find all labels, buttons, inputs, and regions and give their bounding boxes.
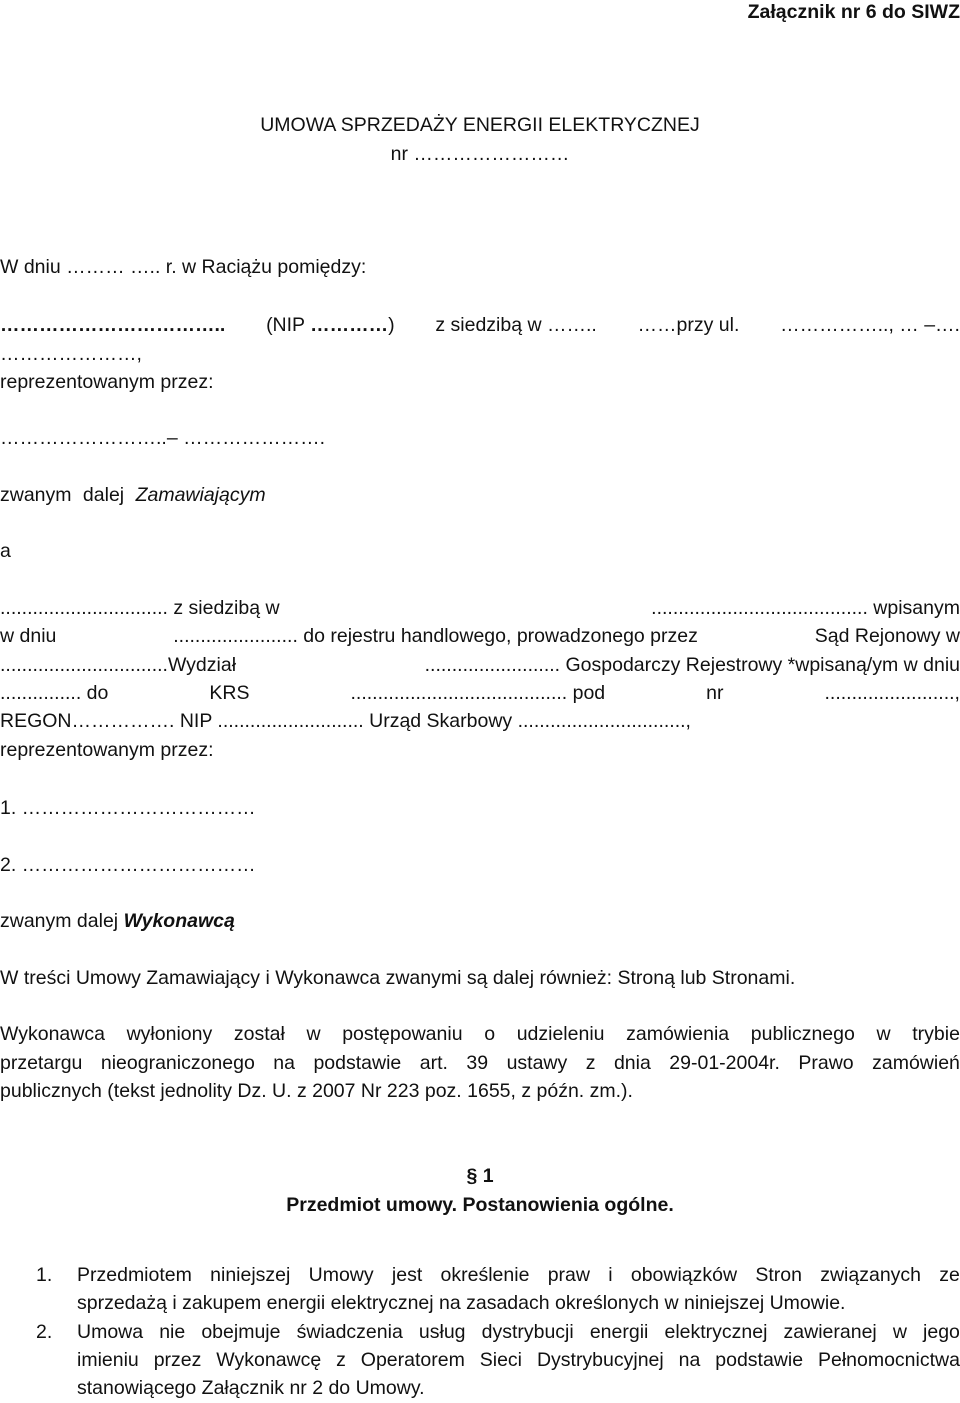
contractor-called: zwanym dalej Wykonawcą	[0, 910, 235, 932]
contractor-represented: reprezentowanym przez:	[0, 739, 214, 761]
party1-representatives: ……………………..– ………………….	[0, 427, 326, 449]
item-2-line3: stanowiącego Załącznik nr 2 do Umowy.	[77, 1377, 425, 1399]
item-1-line2: sprzedażą i zakupem energii elektrycznej na zasadach określonych w niniejszej Umowie.	[77, 1292, 846, 1314]
party1-line2: …………………,	[0, 343, 142, 365]
contractor-line2: w dniu ....................... do rejestru handlowego, prowadzonego przez Sąd Rejonowy w	[0, 625, 960, 647]
party1-name: ……………………………..	[0, 314, 226, 336]
contract-number: nr ……………………	[390, 143, 570, 165]
contractor-line1: ............................... z siedzibą w ........................................ wpisanym	[0, 597, 960, 619]
procurement-line3: publicznych (tekst jednolity Dz. U. z 2007 Nr 223 poz. 1655, z późn. zm.).	[0, 1080, 633, 1102]
contractor-role: Wykonawcą	[123, 910, 235, 932]
party1-street: ……przy ul.	[637, 314, 740, 336]
item-1-line1: Przedmiotem niniejszej Umowy jest określenie praw i obowiązków Stron związanych ze	[77, 1264, 960, 1286]
party1-tail: …………….., … –….	[780, 314, 960, 336]
procurement-line2: przetargu nieograniczonego na podstawie art. 39 ustawy z dnia 29-01-2004r. Prawo zamówień	[0, 1052, 960, 1074]
procurement-line1: Wykonawca wyłoniony został w postępowaniu o udzieleniu zamówienia publicznego w trybie	[0, 1023, 960, 1045]
item-number: 2.	[36, 1321, 53, 1343]
contractor-line5: REGON……………. NIP ........................... Urząd Skarbowy ...............................,	[0, 710, 691, 732]
contractor-line3: ...............................Wydział ......................... Gospodarczy Rejestrowy *wpisaną/ym w dniu	[0, 654, 960, 676]
attachment-label: Załącznik nr 6 do SIWZ	[747, 1, 960, 23]
contractor-rep-1: 1. ………………………………	[0, 797, 256, 819]
party1-represented: reprezentowanym przez:	[0, 371, 214, 393]
conjunction: a	[0, 540, 11, 562]
item-number: 1.	[36, 1264, 53, 1286]
party1-nip: (NIP …………)	[266, 314, 395, 336]
party1-seat: z siedzibą w ……..	[435, 314, 597, 336]
contractor-line4: ............... do KRS ........................................ pod nr ........................,	[0, 682, 960, 704]
item-2-line1: Umowa nie obejmuje świadczenia usług dystrybucji energii elektrycznej zawieranej w jego	[77, 1321, 960, 1343]
party1-role: Zamawiającym	[135, 484, 266, 506]
contract-title: UMOWA SPRZEDAŻY ENERGII ELEKTRYCZNEJ	[260, 114, 700, 136]
section-heading: Przedmiot umowy. Postanowienia ogólne.	[286, 1194, 674, 1216]
section-mark: § 1	[466, 1165, 494, 1187]
party1-called: zwanym dalej Zamawiającym	[0, 484, 266, 506]
party1-line	[0, 313, 960, 337]
item-2-line2: imieniu przez Wykonawcę z Operatorem Sieci Dystrybucyjnej na podstawie Pełnomocnictwa	[77, 1349, 960, 1371]
contractor-rep-2: 2. ………………………………	[0, 854, 256, 876]
date-line: W dniu ……… ….. r. w Raciążu pomiędzy:	[0, 256, 367, 278]
parties-paragraph: W treści Umowy Zamawiający i Wykonawca zwanymi są dalej również: Stroną lub Stronami.	[0, 967, 796, 989]
